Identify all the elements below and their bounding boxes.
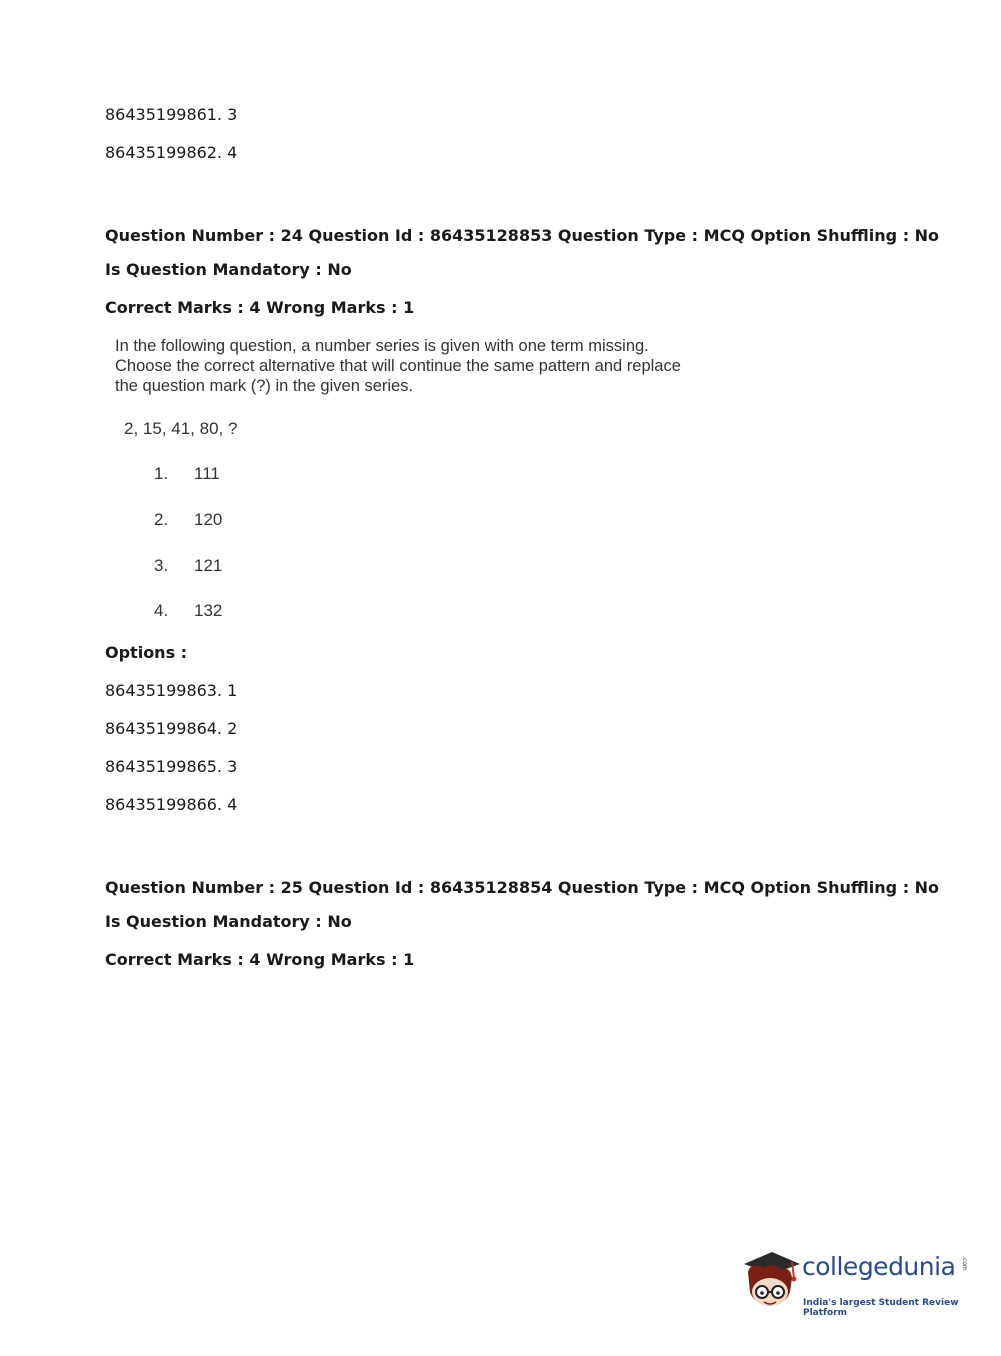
q25-mandatory: Is Question Mandatory : No <box>105 912 352 931</box>
q25-marks: Correct Marks : 4 Wrong Marks : 1 <box>105 950 415 969</box>
prev-option-3: 86435199861. 3 <box>105 105 238 124</box>
q24-series: 2, 15, 41, 80, ? <box>124 419 238 438</box>
q24-marks: Correct Marks : 4 Wrong Marks : 1 <box>105 298 415 317</box>
collegedunia-logo <box>742 1248 972 1318</box>
mascot-icon <box>742 1248 802 1314</box>
choice-number: 3. <box>154 556 169 575</box>
q24-mandatory: Is Question Mandatory : No <box>105 260 352 279</box>
choice-value: 120 <box>194 510 223 529</box>
q24-text-line: the question mark (?) in the given series. <box>115 377 414 395</box>
choice-number: 2. <box>154 510 169 529</box>
choice-value: 132 <box>194 601 223 620</box>
q24-choice-1 <box>154 464 220 484</box>
choice-number: 4. <box>154 601 169 620</box>
choice-number: 1. <box>154 464 169 483</box>
q25-header: Question Number : 25 Question Id : 86435128854 Question Type : MCQ Option Shuffling : No <box>105 878 940 897</box>
q24-question-text <box>115 336 735 396</box>
logo-wordmark: collegedunia <box>802 1252 956 1281</box>
choice-value: 111 <box>194 464 220 483</box>
logo-suffix: .com <box>961 1256 968 1271</box>
q24-choice-2 <box>154 510 222 530</box>
prev-option-4: 86435199862. 4 <box>105 143 238 162</box>
q24-text-line: Choose the correct alternative that will continue the same pattern and replace <box>115 357 681 375</box>
q24-option-3: 86435199865. 3 <box>105 757 238 776</box>
q24-choice-3 <box>154 556 222 576</box>
q24-header: Question Number : 24 Question Id : 86435128853 Question Type : MCQ Option Shuffling : No <box>105 226 940 245</box>
logo-tagline: India's largest Student Review Platform <box>803 1298 959 1318</box>
q24-option-2: 86435199864. 2 <box>105 719 238 738</box>
q24-options-label: Options : <box>105 643 188 662</box>
q24-option-4: 86435199866. 4 <box>105 795 238 814</box>
choice-value: 121 <box>194 556 223 575</box>
q24-choice-4 <box>154 601 222 621</box>
q24-option-1: 86435199863. 1 <box>105 681 238 700</box>
q24-text-line: In the following question, a number series is given with one term missing. <box>115 337 649 355</box>
